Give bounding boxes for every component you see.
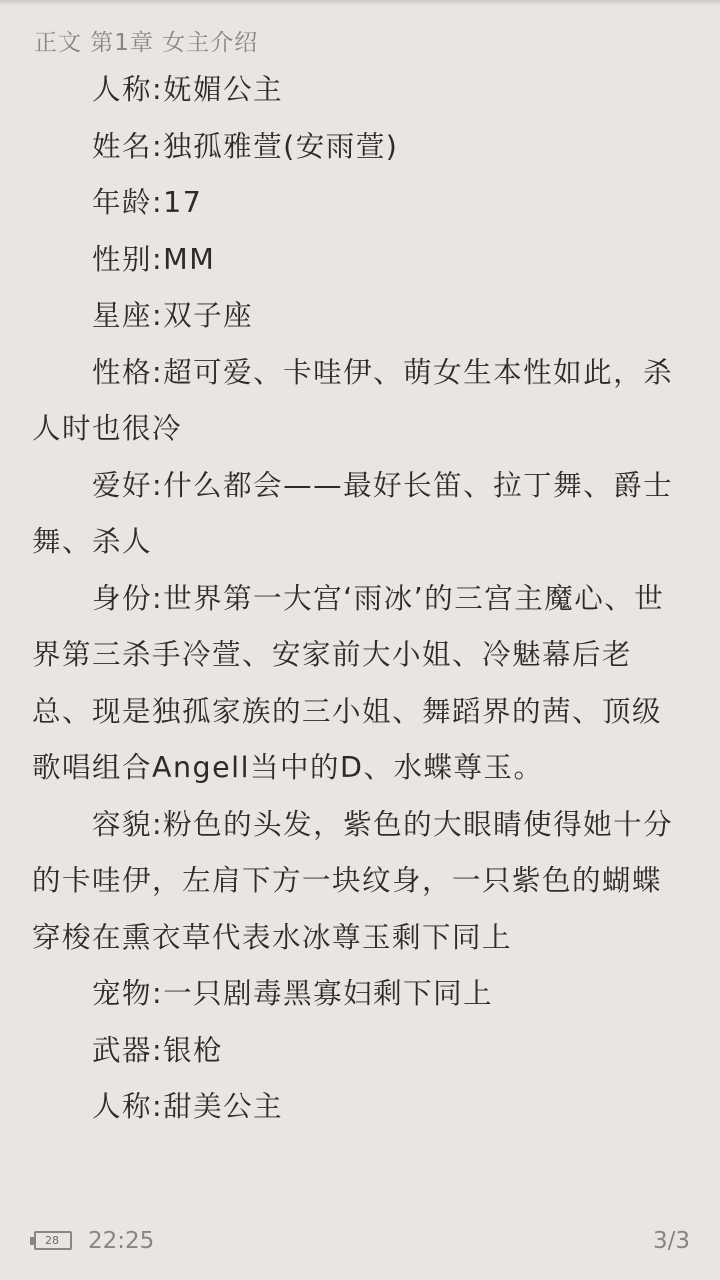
paragraph: 宠物:一只剧毒黑寡妇剩下同上 <box>92 977 494 1010</box>
paragraph: 爱好:什么都会——最好长笛、拉丁舞、爵士舞、杀人 <box>32 468 674 558</box>
battery-level: 28 <box>45 1234 59 1247</box>
paragraph: 身份:世界第一大宫‘雨冰’的三宫主魔心、世界第三杀手冷萱、安家前大小姐、冷魅幕后老总、现是独孤家族的三小姐、舞蹈界的茜、顶级歌唱组合Angell当中的D、水蝶尊玉。 <box>32 581 665 784</box>
reader-status-bar <box>0 1226 720 1266</box>
chapter-title: 正文 第1章 女主介绍 <box>34 30 259 56</box>
paragraph: 星座:双子座 <box>92 299 254 332</box>
paragraph: 人称:妩媚公主 <box>92 73 284 106</box>
paragraph: 性格:超可爱、卡哇伊、萌女生本性如此，杀人时也很冷 <box>32 355 674 445</box>
paragraph: 年龄:17 <box>92 186 203 219</box>
clock-time: 22:25 <box>88 1228 155 1254</box>
paragraph: 性别:MM <box>92 242 216 276</box>
paragraph: 容貌:粉色的头发，紫色的大眼睛使得她十分的卡哇伊，左肩下方一块纹身，一只紫色的蝴蝶穿梭在熏衣草代表水冰尊玉剩下同上 <box>32 807 674 954</box>
paragraph: 姓名:独孤雅萱(安雨萱) <box>92 129 399 163</box>
page-indicator: 3/3 <box>652 1228 690 1254</box>
battery-icon <box>34 1231 72 1250</box>
paragraph: 武器:银枪 <box>92 1033 224 1067</box>
reader-text-area[interactable] <box>32 62 690 1136</box>
top-shadow <box>0 0 720 6</box>
battery-terminal <box>30 1237 34 1245</box>
paragraph: 人称:甜美公主 <box>92 1090 284 1123</box>
